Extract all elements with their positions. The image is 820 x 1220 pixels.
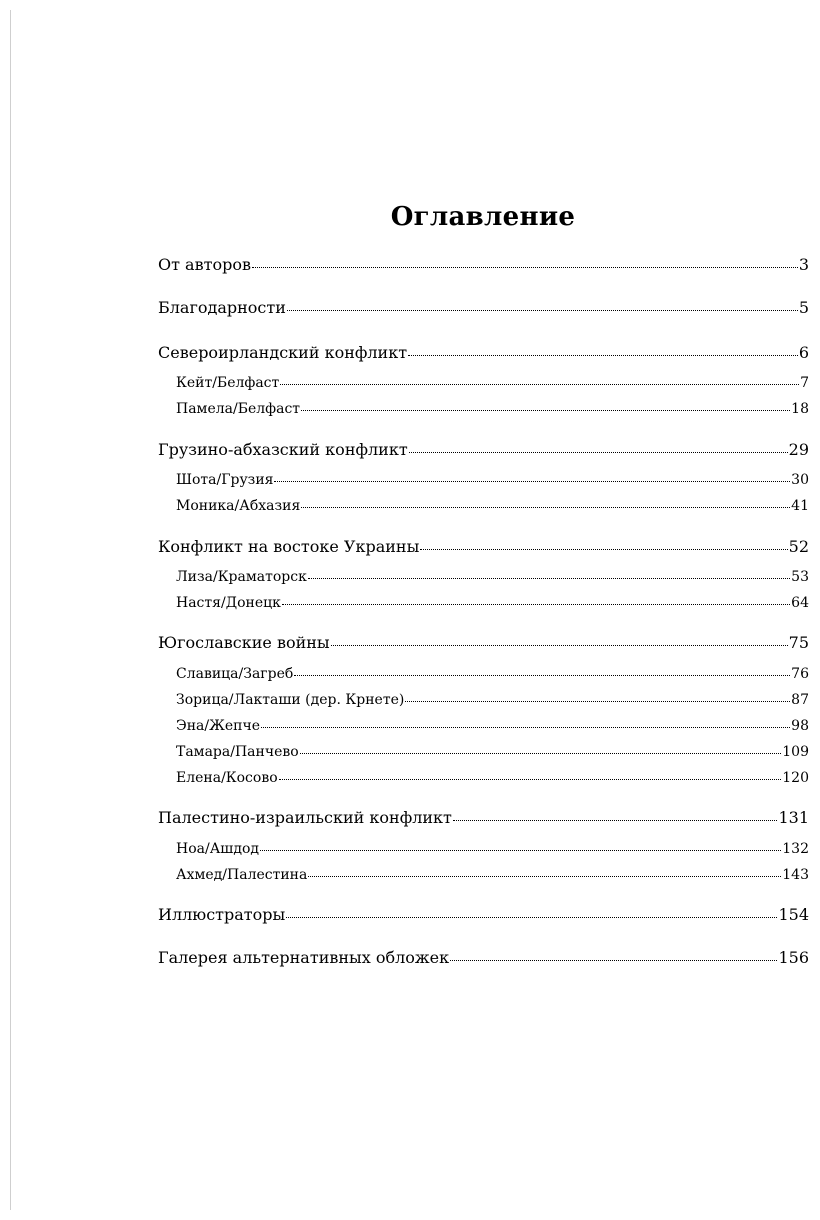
toc-subentry[interactable] [176,401,809,417]
toc-subentry[interactable] [176,375,809,391]
toc-entry-label: Палестино-израильский конфликт [158,808,452,827]
toc-entry-label: Славица/Загреб [176,666,294,682]
toc-entry-page: 154 [778,905,809,924]
toc-entry-label: Шота/Грузия [176,472,274,488]
toc-entry-page: 131 [778,808,809,827]
toc-entry-label: Ноа/Ашдод [176,841,259,857]
toc-entry-label: Памела/Белфаст [176,401,301,417]
dot-leader [453,820,778,821]
toc-entry-page: 109 [782,744,809,760]
dot-leader [301,410,790,411]
toc-subentry[interactable] [176,692,809,708]
toc-entry[interactable] [158,255,809,274]
toc-entry-page: 3 [798,255,809,274]
toc-subentry[interactable] [176,718,809,734]
toc-entry-page: 53 [791,569,809,585]
toc-entry-label: Иллюстраторы [158,905,286,924]
toc-entry-label: Кейт/Белфаст [176,375,280,391]
toc-entry-label: Североирландский конфликт [158,343,408,362]
toc-entry-page: 75 [788,633,809,652]
dot-leader [261,727,790,728]
dot-leader [286,917,777,918]
dot-leader [280,384,799,385]
page-title: Оглавление [390,202,576,232]
toc-entry-label: Лиза/Краматорск [176,569,307,585]
toc-entry-page: 98 [791,718,809,734]
toc-entry-page: 76 [791,666,809,682]
dot-leader [279,779,782,780]
toc-entry-page: 156 [778,948,809,967]
toc-entry-label: Настя/Донецк [176,595,281,611]
toc-entry-page: 41 [791,498,809,514]
toc-subentry[interactable] [176,666,809,682]
page-edge-line [10,10,11,1210]
toc-entry-label: Благодарности [158,298,286,317]
dot-leader [294,675,790,676]
toc-entry[interactable] [158,537,809,556]
toc-entry-label: Ахмед/Палестина [176,867,308,883]
toc-subentry[interactable] [176,841,809,857]
toc-entry-label: Зорица/Лакташи (дер. Крнете) [176,692,405,708]
toc-entry-page: 30 [791,472,809,488]
toc-entry-page: 52 [788,537,809,556]
toc-entry[interactable] [158,948,809,967]
toc-entry-page: 18 [791,401,809,417]
toc-subentry[interactable] [176,770,809,786]
toc-entry-label: Тамара/Панчево [176,744,299,760]
toc-entry-page: 6 [798,343,809,362]
toc-entry-label: Галерея альтернативных обложек [158,948,450,967]
toc-entry-page: 120 [782,770,809,786]
toc-entry-label: Конфликт на востоке Украины [158,537,420,556]
dot-leader [408,355,798,356]
dot-leader [420,549,787,550]
dot-leader [409,452,788,453]
toc-subentry[interactable] [176,569,809,585]
dot-leader [300,753,782,754]
toc-entry-label: Эна/Жепче [176,718,260,734]
toc-subentry[interactable] [176,867,809,883]
toc-entry-page: 7 [800,375,809,391]
toc-entry-label: Грузино-абхазский конфликт [158,440,408,459]
toc-entry-label: От авторов [158,255,251,274]
toc-entry[interactable] [158,808,809,827]
toc-subentry[interactable] [176,595,809,611]
toc-subentry[interactable] [176,498,809,514]
toc-entry[interactable] [158,298,809,317]
toc-entry-page: 64 [791,595,809,611]
toc-entry-page: 5 [798,298,809,317]
toc-entry-page: 143 [782,867,809,883]
dot-leader [331,645,788,646]
dot-leader [308,578,790,579]
toc-subentry[interactable] [176,472,809,488]
dot-leader [274,481,790,482]
toc-entry-page: 29 [788,440,809,459]
toc-entry-label: Югославские войны [158,633,330,652]
toc-entry-page: 87 [791,692,809,708]
toc-entry-label: Елена/Косово [176,770,278,786]
toc-entry[interactable] [158,633,809,652]
toc-entry-label: Моника/Абхазия [176,498,301,514]
dot-leader [282,604,790,605]
dot-leader [308,876,781,877]
dot-leader [301,507,790,508]
toc-entry-page: 132 [782,841,809,857]
toc-subentry[interactable] [176,744,809,760]
toc-entry[interactable] [158,440,809,459]
toc-entry[interactable] [158,905,809,924]
dot-leader [405,701,790,702]
dot-leader [260,850,781,851]
toc-entry[interactable] [158,343,809,362]
dot-leader [287,310,798,311]
dot-leader [450,960,777,961]
dot-leader [252,267,798,268]
